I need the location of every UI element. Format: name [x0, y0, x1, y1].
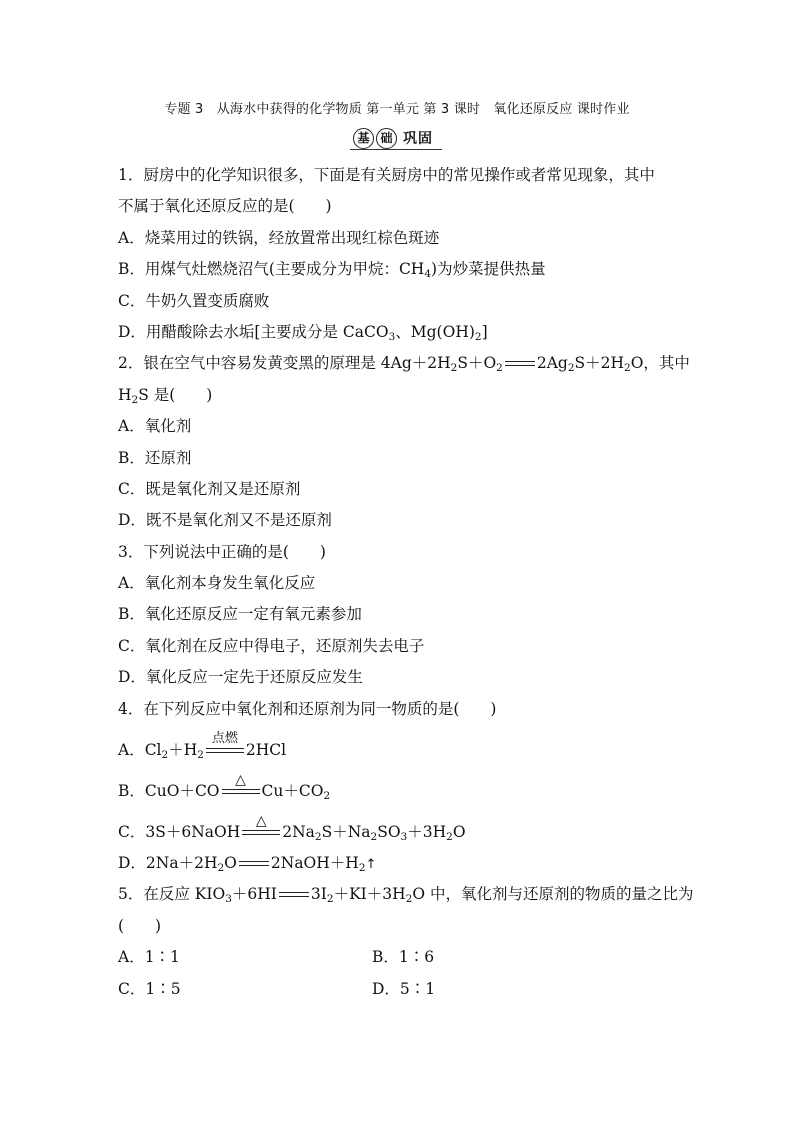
section-divider [350, 149, 442, 150]
equals-sign [505, 359, 535, 369]
q5-option-b: B．1∶6 [372, 948, 435, 967]
question-list [118, 160, 694, 1005]
page-title: 专题 3 从海水中获得的化学物质 第一单元 第 3 课时 氧化还原反应 课时作业 [164, 102, 630, 117]
section-badge-label: 巩固 [403, 131, 433, 147]
q1-stem-line-1: 1．厨房中的化学知识很多，下面是有关厨房中的常见操作或者常见现象，其中 [118, 166, 655, 184]
q3-option-d: D．氧化反应一定先于还原反应发生 [118, 668, 363, 687]
q4-option-b: B．CuO＋CO △ $Cu+CO_2$ [118, 772, 331, 803]
q5-stem-line-2: ( ) [118, 916, 162, 935]
q5-options-row-1 [118, 942, 678, 973]
q2-option-c: C．既是氧化剂又是还原剂 [118, 479, 301, 498]
q2-option-b: B．还原剂 [118, 448, 192, 467]
q1-option-c: C．牛奶久置变质腐败 [118, 291, 270, 310]
q3-option-b: B．氧化还原反应一定有氧元素参加 [118, 605, 362, 624]
equals-sign [239, 859, 269, 869]
q3-option-c: C．氧化剂在反应中得电子，还原剂失去电子 [118, 636, 425, 655]
q1-option-a: A．烧菜用过的铁锅，经放置常出现红棕色斑迹 [118, 228, 440, 247]
q5-option-d: D．5∶1 [372, 979, 436, 998]
q3-option-a: A．氧化剂本身发生氧化反应 [118, 574, 316, 593]
q5-options-row-2 [118, 974, 678, 1005]
section-badge-char-2: 础 [376, 128, 397, 149]
q2-stem-line-1: 2．银在空气中容易发黄变黑的原理是 $4Ag+2H_2S+O_2$ $2Ag_2S+2H_2O$，其中 [118, 354, 690, 375]
q3-stem: 3．下列说法中正确的是( ) [118, 542, 326, 561]
equals-sign [279, 890, 309, 900]
q4-option-a: A．$Cl_2+H_2$ 点燃 2HCl [118, 731, 287, 762]
q4-option-d: D．$2Na+2H_2O$ $2NaOH+H_2↑$ [118, 854, 377, 875]
q5-option-a: A．1∶1 [118, 948, 180, 967]
q1-stem-line-2: 不属于氧化还原反应的是( ) [118, 197, 332, 216]
reaction-condition-sign: △ [242, 828, 280, 838]
q4-stem: 4．在下列反应中氧化剂和还原剂为同一物质的是( ) [118, 699, 497, 718]
q1-option-d: D．用醋酸除去水垢[主要成分是 CaCO$_3$、$Mg(OH)_2$] [118, 322, 488, 343]
q2-option-d: D．既不是氧化剂又不是还原剂 [118, 511, 332, 530]
q5-option-c: C．1∶5 [118, 979, 181, 998]
q2-stem-line-2: $H_2S$ 是( ) [118, 385, 213, 406]
reaction-condition-sign: △ [222, 787, 260, 797]
q5-stem-line-1: 5．在反应 $KIO_3+6HI$ $3I_2+KI+3H_2O$ 中，氧化剂与还原剂的物质的量之比为 [118, 885, 694, 906]
gas-arrow-icon: ↑ [365, 857, 377, 873]
q2-option-a: A．氧化剂 [118, 417, 192, 436]
section-badge [353, 127, 433, 149]
reaction-condition-sign: 点燃 [206, 746, 244, 756]
q4-option-c: C．3S＋6NaOH △ $2Na_2S+Na_2SO_3+3H_2O$ [118, 813, 466, 844]
q1-option-b: B．用煤气灶燃烧沼气(主要成分为甲烷：$CH_4$)为炒菜提供热量 [118, 260, 546, 281]
section-badge-char-1: 基 [353, 128, 374, 149]
